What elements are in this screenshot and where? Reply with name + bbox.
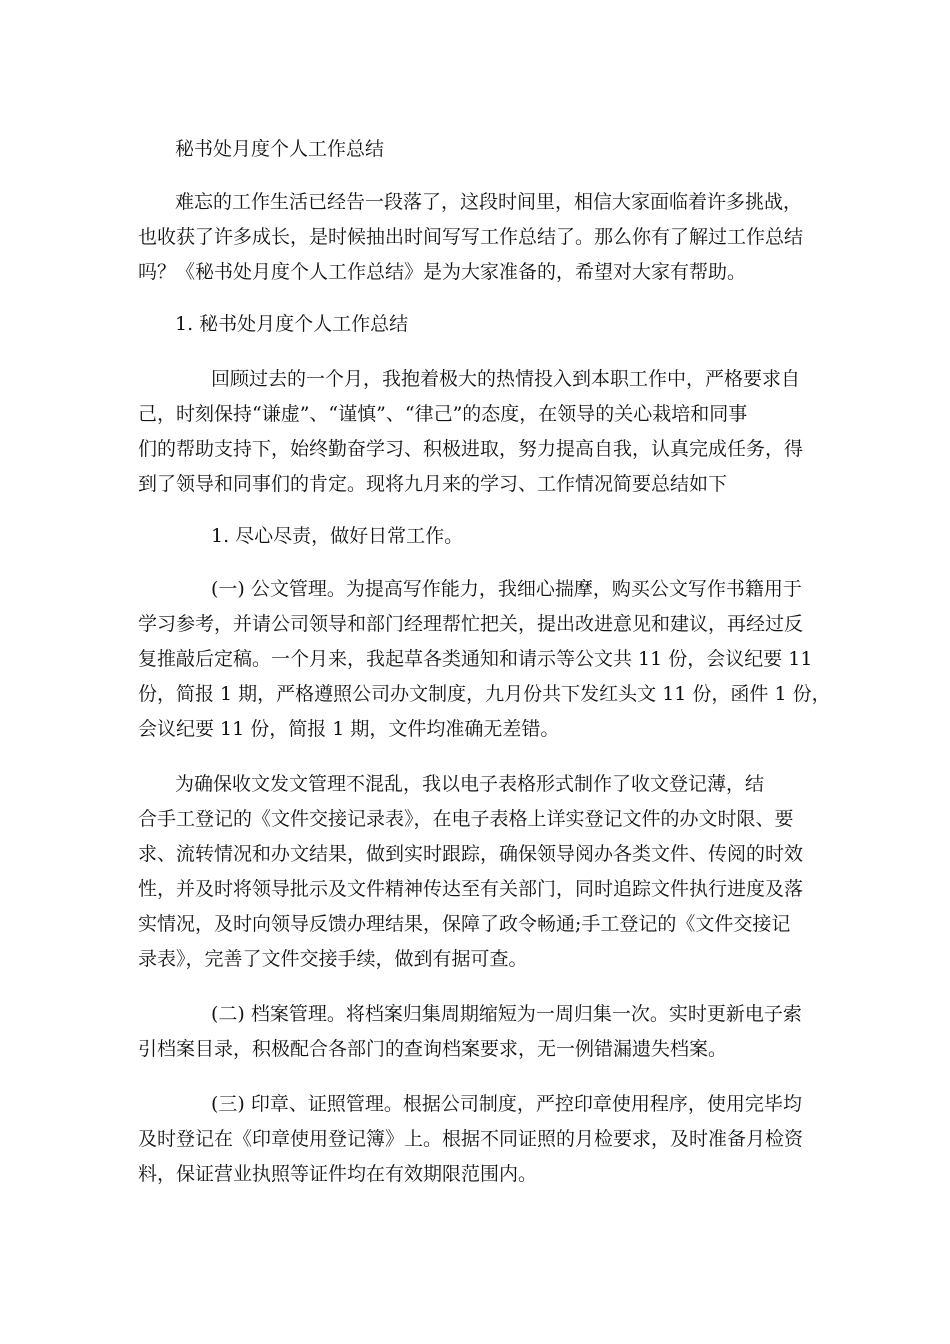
section-heading: 1. 秘书处月度个人工作总结 <box>175 313 409 335</box>
paragraph-line: 及时登记在《印章使用登记簿》上。根据不同证照的月检要求，及时准备月检资 <box>138 1128 804 1150</box>
paragraph-line: (一) 公文管理。为提高写作能力，我细心揣摩，购买公文写作书籍用于 <box>211 578 802 600</box>
paragraph-line: 求、流转情况和办文结果，做到实时跟踪，确保领导阅办各类文件、传阅的时效 <box>138 843 804 865</box>
paragraph-line: 会议纪要 11 份，简报 1 期，文件均准确无差错。 <box>138 718 560 740</box>
paragraph-line: 己，时刻保持“谦虚”、“谨慎”、“律己”的态度，在领导的关心栽培和同事 <box>138 403 748 425</box>
paragraph-line: 到了领导和同事们的肯定。现将九月来的学习、工作情况简要总结如下 <box>138 473 728 495</box>
paragraph-line: 实情况，及时向领导反馈办理结果，保障了政令畅通;手工登记的《文件交接记 <box>138 913 791 935</box>
document-title: 秘书处月度个人工作总结 <box>175 138 385 160</box>
list-item-heading: 1. 尽心尽责，做好日常工作。 <box>211 525 464 547</box>
paragraph-line: 引档案目录，积极配合各部门的查询档案要求，无一例错漏遗失档案。 <box>138 1038 728 1060</box>
intro-line: 吗？《秘书处月度个人工作总结》是为大家准备的，希望对大家有帮助。 <box>138 261 747 283</box>
paragraph-line: 性，并及时将领导批示及文件精神传达至有关部门，同时追踪文件执行进度及落 <box>138 878 804 900</box>
paragraph-line: 合手工登记的《文件交接记录表》，在电子表格上详实登记文件的办文时限、要 <box>138 808 794 830</box>
paragraph-line: 料，保证营业执照等证件均在有效期限范围内。 <box>138 1163 538 1185</box>
intro-line: 难忘的工作生活已经告一段落了，这段时间里，相信大家面临着许多挑战， <box>175 191 803 213</box>
paragraph-line: 学习参考，并请公司领导和部门经理帮忙把关，提出改进意见和建议，再经过反 <box>138 613 804 635</box>
intro-line: 也收获了许多成长，是时候抽出时间写写工作总结了。那么你有了解过工作总结 <box>138 226 804 248</box>
paragraph-line: 份，简报 1 期，严格遵照公司办文制度，九月份共下发红头文 11 份，函件 1 份， <box>138 683 831 705</box>
paragraph-line: (二) 档案管理。将档案归集周期缩短为一周归集一次。实时更新电子索 <box>211 1003 802 1025</box>
paragraph-line: 回顾过去的一个月，我抱着极大的热情投入到本职工作中，严格要求自 <box>211 368 801 390</box>
paragraph-line: 们的帮助支持下，始终勤奋学习、积极进取，努力提高自我，认真完成任务，得 <box>138 438 804 460</box>
paragraph-line: 录表》，完善了文件交接手续，做到有据可查。 <box>138 948 528 970</box>
paragraph-line: 为确保收文发文管理不混乱，我以电子表格形式制作了收文登记薄，结 <box>175 773 765 795</box>
paragraph-line: (三) 印章、证照管理。根据公司制度，严控印章使用程序，使用完毕均 <box>211 1093 802 1115</box>
paragraph-line: 复推敲后定稿。一个月来，我起草各类通知和请示等公文共 11 份，会议纪要 11 <box>138 648 813 670</box>
